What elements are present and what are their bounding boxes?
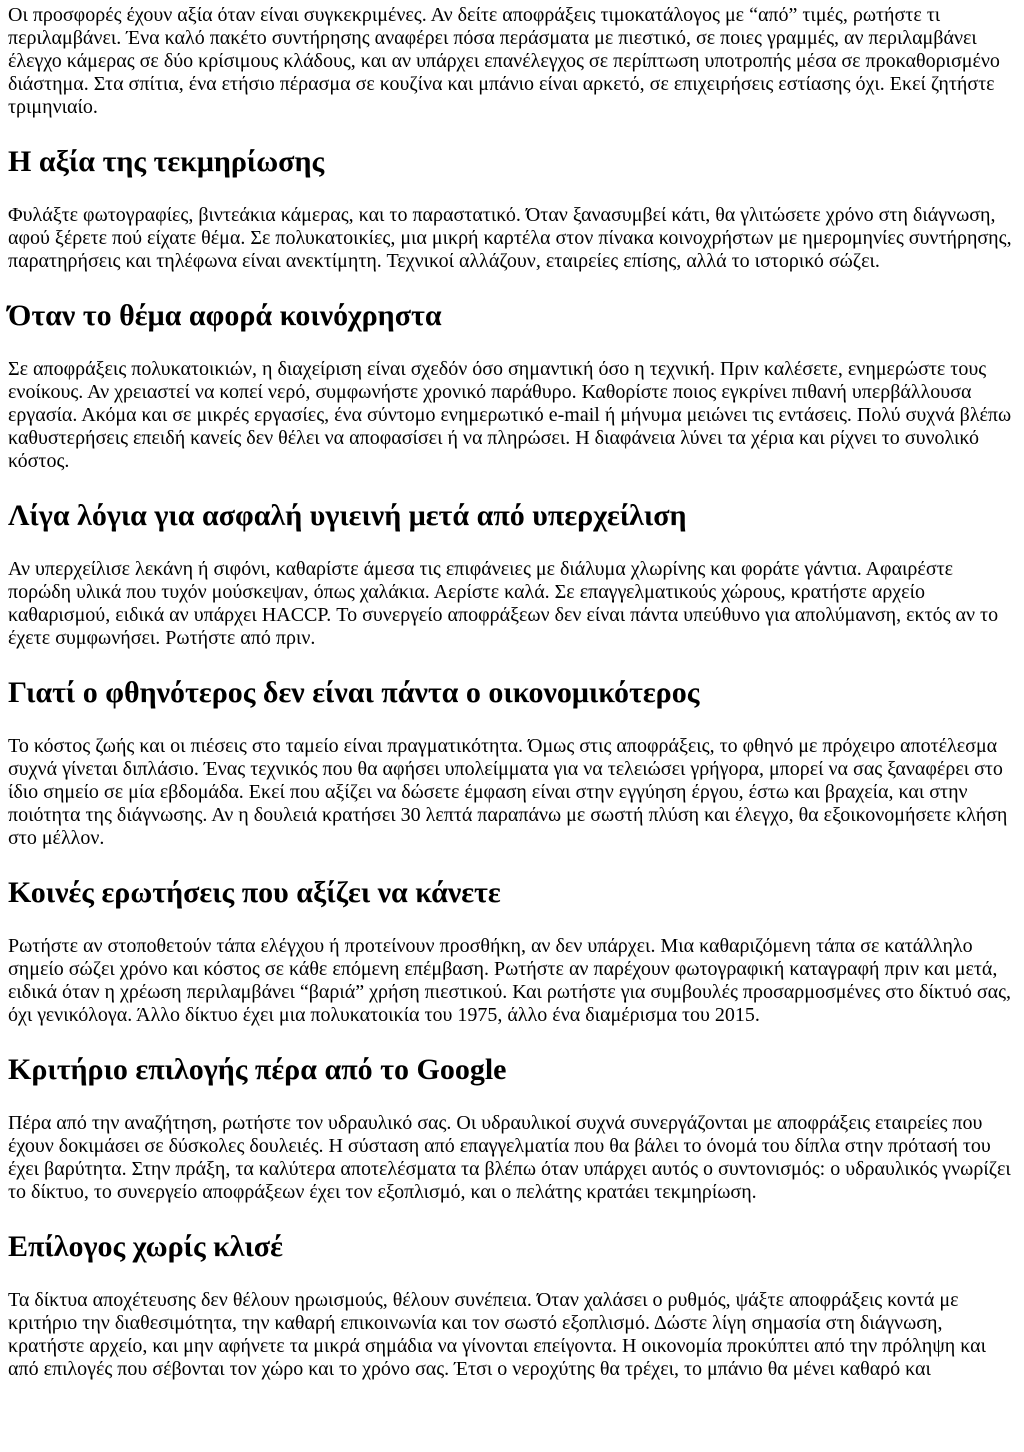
section-paragraph-documentation: Φυλάξτε φωτογραφίες, βιντεάκια κάμερας, και το παραστατικό. Όταν ξανασυμβεί κάτι, θα γλιτώσετε χρόνο στη διάγνωση, αφού ξέρετε πού είχατε θέμα. Σε πολυκατοικίες, μια μικρή καρτέλα στον πίνακα κοινοχρήστων με ημερομηνίες συντήρησης, παρατηρήσεις και τηλέφωνα είναι ανεκτίμητη. Τεχνικοί αλλάζουν, εταιρείες επίσης, αλλά το ιστορικό σώζει.: [8, 204, 1012, 272]
section-paragraph-epilogue: Τα δίκτυα αποχέτευσης δεν θέλουν ηρωισμούς, θέλουν συνέπεια. Όταν χαλάσει ο ρυθμός, ψάξτε αποφράξεις κοντά με κριτήριο την διαθεσιμότητα, την καθαρή επικοινωνία και τον σωστό εξοπλισμό. Δώστε λίγη σημασία στη διάγνωση, κρατήστε αρχείο, και μην αφήνετε τα μικρά σημάδια να γίνονται επείγοντα. Η οικονομία προκύπτει από την πρόληψη και από επιλογές που σέβονται τον χώρο και το χρόνο σας. Έτσι ο νεροχύτης θα τρέχει, το μπάνιο θα μένει καθαρό και: [8, 1289, 986, 1380]
section-paragraph-questions: Ρωτήστε αν στοποθετούν τάπα ελέγχου ή προτείνουν προσθήκη, αν δεν υπάρχει. Μια καθαριζόμενη τάπα σε κατάλληλο σημείο σώζει χρόνο και κόστος σε κάθε επόμενη επέμβαση. Ρωτήστε αν παρέχουν φωτογραφική καταγραφή πριν και μετά, ειδικά όταν η χρέωση περιλαμβάνει “βαριά” χρήση πιεστικού. Και ρωτήστε για συμβουλές προσαρμοσμένες στο δίκτυό σας, όχι γενικόλογα. Άλλο δίκτυο έχει μια πολυκατοικία του 1975, άλλο ένα διαμέρισμα του 2015.: [8, 935, 1012, 1026]
section-heading-common-areas: Όταν το θέμα αφορά κοινόχρηστα: [8, 299, 442, 332]
section-paragraph-common-areas: Σε αποφράξεις πολυκατοικιών, η διαχείριση είναι σχεδόν όσο σημαντική όσο η τεχνική. Πριν καλέσετε, ενημερώστε τους ενοίκους. Αν χρειαστεί να κοπεί νερό, συμφωνήστε χρονικό παράθυρο. Καθορίστε ποιος εγκρίνει πιθανή υπερβάλλουσα εργασία. Ακόμα και σε μικρές εργασίες, ένα σύντομο ενημερωτικό e-mail ή μήνυμα μειώνει τις εντάσεις. Πολύ συχνά βλέπω καθυστερήσεις επειδή κανείς δεν θέλει να αποφασίσει ή να πληρώσει. Η διαφάνεια λύνει τα χέρια και ρίχνει το συνολικό κόστος.: [8, 358, 1012, 472]
section-heading-hygiene: Λίγα λόγια για ασφαλή υγιεινή μετά από υπερχείλιση: [8, 499, 687, 532]
section-heading-cheapest: Γιατί ο φθηνότερος δεν είναι πάντα ο οικονομικότερος: [8, 676, 700, 709]
section-heading-selection: Κριτήριο επιλογής πέρα από το Google: [8, 1053, 507, 1086]
section-heading-epilogue: Επίλογος χωρίς κλισέ: [8, 1230, 283, 1263]
article: [0, 4, 1024, 1381]
intro-paragraph: Οι προσφορές έχουν αξία όταν είναι συγκεκριμένες. Αν δείτε αποφράξεις τιμοκατάλογος με “από” τιμές, ρωτήστε τι περιλαμβάνει. Ένα καλό πακέτο συντήρησης αναφέρει πόσα περάσματα με πιεστικό, σε ποιες γραμμές, αν περιλαμβάνει έλεγχο κάμερας σε δύο κρίσιμους κλάδους, και αν υπάρχει επανέλεγχος σε περίπτωση υποτροπής μέσα σε προκαθορισμένο διάστημα. Στα σπίτια, ένα ετήσιο πέρασμα σε κουζίνα και μπάνιο είναι αρκετό, σε επιχειρήσεις εστίασης όχι. Εκεί ζητήστε τριμηνιαίο.: [8, 4, 1000, 118]
section-heading-documentation: Η αξία της τεκμηρίωσης: [8, 145, 325, 178]
section-paragraph-hygiene: Αν υπερχείλισε λεκάνη ή σιφόνι, καθαρίστε άμεσα τις επιφάνειες με διάλυμα χλωρίνης και φοράτε γάντια. Αφαιρέστε πορώδη υλικά που τυχόν μούσκεψαν, όπως χαλάκια. Αερίστε καλά. Σε επαγγελματικούς χώρους, κρατήστε αρχείο καθαρισμού, ειδικά αν υπάρχει HACCP. Το συνεργείο αποφράξεων δεν είναι πάντα υπεύθυνο για απολύμανση, εκτός αν το έχετε συμφωνήσει. Ρωτήστε από πριν.: [8, 558, 999, 649]
section-paragraph-cheapest: Το κόστος ζωής και οι πιέσεις στο ταμείο είναι πραγματικότητα. Όμως στις αποφράξεις, το φθηνό με πρόχειρο αποτέλεσμα συχνά γίνεται διπλάσιο. Ένας τεχνικός που θα αφήσει υπολείμματα για να τελειώσει γρήγορα, μπορεί να σας ξαναφέρει στο ίδιο σημείο σε μία εβδομάδα. Εκεί που αξίζει να δώσετε έμφαση είναι στην εγγύηση έργου, έστω και βραχεία, και στην ποιότητα της διάγνωσης. Αν η δουλειά κρατήσει 30 λεπτά παραπάνω με σωστή πλύση και έλεγχο, θα εξοικονομήσετε κλήση στο μέλλον.: [8, 735, 1008, 849]
section-paragraph-selection: Πέρα από την αναζήτηση, ρωτήστε τον υδραυλικό σας. Οι υδραυλικοί συχνά συνεργάζονται με αποφράξεις εταιρείες που έχουν δοκιμάσει σε δύσκολες δουλειές. Η σύσταση από επαγγελματία που θα βάλει το όνομά του δίπλα στην πρότασή του έχει βαρύτητα. Στην πράξη, τα καλύτερα αποτελέσματα τα βλέπω όταν υπάρχει αυτός ο συντονισμός: ο υδραυλικός γνωρίζει το δίκτυο, το συνεργείο αποφράξεων έχει τον εξοπλισμό, και ο πελάτης κρατάει τεκμηρίωση.: [8, 1112, 1011, 1203]
section-heading-questions: Κοινές ερωτήσεις που αξίζει να κάνετε: [8, 876, 501, 909]
